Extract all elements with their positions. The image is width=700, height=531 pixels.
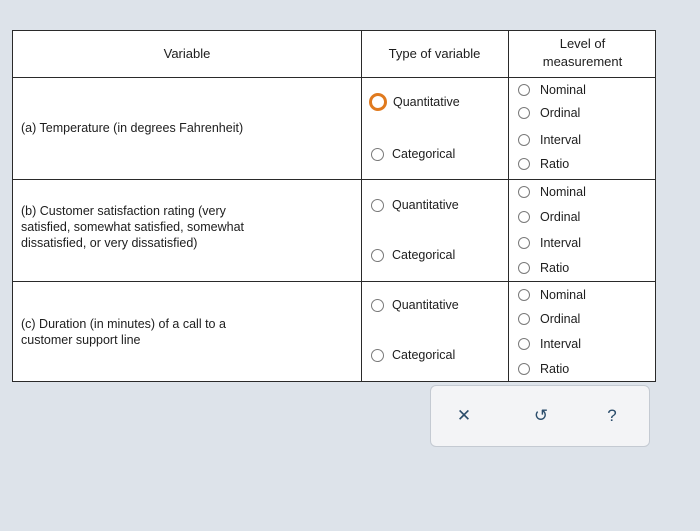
column-divider (508, 31, 509, 381)
option-label: Ordinal (540, 210, 581, 224)
radio-icon (371, 349, 384, 362)
radio-icon (518, 84, 530, 96)
option-label: Ratio (540, 157, 570, 171)
variable-a (21, 120, 331, 136)
variable-b-line: dissatisfied, or very dissatisfied) (21, 236, 198, 250)
radio-icon (518, 289, 530, 301)
radio-icon (518, 107, 530, 119)
type-a-quantitative[interactable] (369, 93, 460, 111)
variable-b (21, 203, 331, 251)
option-label: Ordinal (540, 312, 581, 326)
variable-c-line: (c) Duration (in minutes) of a call to a (21, 317, 226, 331)
radio-icon (518, 262, 530, 274)
radio-icon (518, 313, 530, 325)
variable-c (21, 316, 331, 348)
row-divider (13, 77, 655, 78)
radio-icon (518, 158, 530, 170)
option-label: Ordinal (540, 106, 581, 120)
level-b-ordinal[interactable] (518, 210, 580, 224)
type-a-categorical[interactable] (371, 147, 455, 161)
radio-icon (518, 134, 530, 146)
type-c-quantitative[interactable] (371, 298, 459, 312)
type-b-quantitative[interactable] (371, 198, 459, 212)
level-c-ordinal[interactable] (518, 312, 580, 326)
option-label: Nominal (540, 185, 586, 199)
option-label: Categorical (392, 348, 456, 362)
variable-c-line: customer support line (21, 333, 141, 347)
variable-b-line: (b) Customer satisfaction rating (very (21, 204, 226, 218)
level-a-nominal[interactable] (518, 83, 586, 97)
option-label: Nominal (540, 288, 586, 302)
option-label: Ratio (540, 362, 570, 376)
row-divider (13, 179, 655, 180)
option-label: Categorical (392, 147, 456, 161)
option-label: Categorical (392, 248, 456, 262)
help-button[interactable]: ? (607, 406, 617, 425)
radio-icon (371, 148, 384, 161)
option-label: Quantitative (392, 198, 459, 212)
level-c-interval[interactable] (518, 337, 581, 351)
level-a-ratio[interactable] (518, 157, 569, 171)
answer-toolbar (430, 385, 650, 447)
level-a-ordinal[interactable] (518, 106, 580, 120)
radio-icon (371, 249, 384, 262)
level-c-nominal[interactable] (518, 288, 586, 302)
radio-icon (371, 199, 384, 212)
variable-b-line: satisfied, somewhat satisfied, somewhat (21, 220, 245, 234)
option-label: Interval (540, 337, 581, 351)
variable-a-line: (a) Temperature (in degrees Fahrenheit) (21, 121, 244, 135)
type-c-categorical[interactable] (371, 348, 455, 362)
level-b-ratio[interactable] (518, 261, 569, 275)
row-divider (13, 281, 655, 282)
radio-selected-icon (369, 93, 387, 111)
clear-button[interactable]: ✕ (456, 406, 472, 425)
radio-icon (518, 338, 530, 350)
level-b-interval[interactable] (518, 236, 581, 250)
radio-icon (518, 211, 530, 223)
header-type: Type of variable (388, 46, 481, 61)
option-label: Nominal (540, 83, 586, 97)
option-label: Quantitative (393, 95, 460, 109)
header-variable: Variable (163, 46, 211, 61)
option-label: Quantitative (392, 298, 459, 312)
level-c-ratio[interactable] (518, 362, 569, 376)
option-label: Ratio (540, 261, 570, 275)
type-b-categorical[interactable] (371, 248, 455, 262)
column-divider (361, 31, 362, 381)
option-label: Interval (540, 133, 581, 147)
radio-icon (518, 237, 530, 249)
option-label: Interval (540, 236, 581, 250)
radio-icon (371, 299, 384, 312)
radio-icon (518, 186, 530, 198)
level-b-nominal[interactable] (518, 185, 586, 199)
measurement-table (12, 30, 656, 382)
header-level-line1: Level of (559, 36, 606, 51)
header-level-line2: measurement (542, 54, 623, 69)
radio-icon (518, 363, 530, 375)
undo-button[interactable]: ↺ (533, 406, 549, 425)
level-a-interval[interactable] (518, 133, 581, 147)
